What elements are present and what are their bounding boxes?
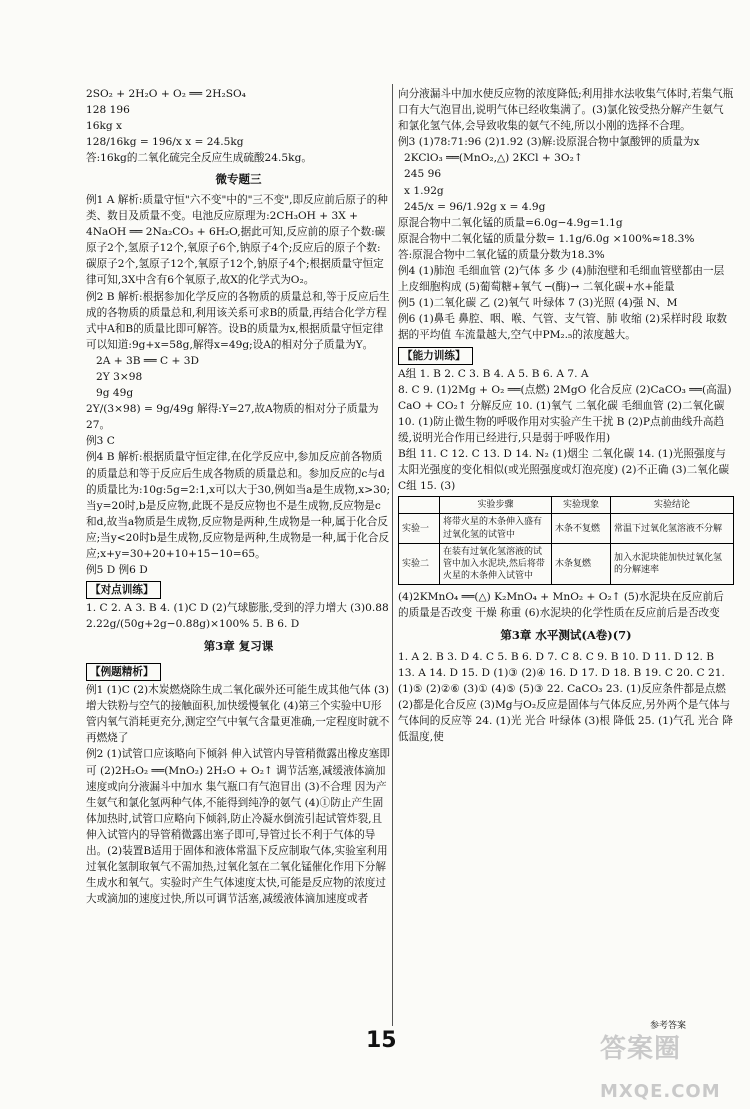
page-number: 15 bbox=[366, 1028, 397, 1053]
equation-line: x 1.92g bbox=[404, 184, 444, 197]
equation-line: 245 96 bbox=[404, 168, 442, 181]
experiment-table bbox=[398, 496, 734, 585]
example-paragraph: 例5 (1)二氧化碳 乙 (2)氧气 叶绿体 7 (3)光照 (4)强 N、M bbox=[398, 297, 678, 310]
example-paragraph: 例4 B 解析:根据质量守恒定律,在化学反应中,参加反应前各物质的质量总和等于反应后生成各物质的质量总和。参加反应的c与d的质量比为:10g:5g=2:1,x可以大于30,例如当a是生成物,x>30;当y=20时,b是反应物,此既不是反应物也不是生成物,反应物是c和d,故当a物质是生成物,反应物是两种,生成物是一种,属于化合反应;当y<20时b是生成物,反应物是两种,生成物是一种,属于化合反应;x+y=30+20+10+15−10=65。 bbox=[86, 451, 391, 560]
column-divider bbox=[392, 84, 393, 1026]
table-row bbox=[399, 514, 734, 543]
table-cell: 加入水泥块能加快过氧化氢的分解速率 bbox=[611, 543, 734, 584]
example-paragraph: 例3 C bbox=[86, 435, 115, 448]
table-cell: 常温下过氧化氢溶液不分解 bbox=[611, 514, 734, 543]
group-answers: B组 11. C 12. C 13. D 14. N₂ (1)烟尘 二氧化碳 14. (1)光照强度与太阳光强度的变化相似(或光照强度或灯泡亮度) (2)不正确 (3)二氧化碳 bbox=[398, 448, 730, 477]
group-answers: A组 1. B 2. C 3. B 4. A 5. B 6. A 7. A bbox=[398, 367, 589, 380]
chapter-title: 第3章 水平测试(A卷)(7) bbox=[500, 628, 632, 643]
group-answers: 8. C 9. (1)2Mg + O₂ ══(点燃) 2MgO 化合反应 (2)CaCO₃ ══(高温) CaO + CO₂↑ 分解反应 10. (1)氧气 二氧化碳 毛细血管 (2)二氧化碳 10. (1)防止微生物的呼吸作用对实验产生干扰 B (2)P点前曲线升高趋缓,说明光合作用已经进行,只是弱于呼吸作用) bbox=[398, 383, 732, 444]
equation-line: 16kg x bbox=[86, 120, 123, 133]
equation-line: 128 196 bbox=[86, 104, 130, 117]
section-title: 微专题三 bbox=[215, 172, 262, 187]
equation-line: 2A + 3B ══ C + 3D bbox=[96, 354, 199, 367]
example-paragraph: 例6 (1)鼻毛 鼻腔、咽、喉、气管、支气管、肺 收缩 (2)采样时段 取数据的平均值 车流量越大,空气中PM₂.₅的浓度越大。 bbox=[398, 313, 728, 342]
exercise-answers: 1. C 2. A 3. B 4. (1)C D (2)气球膨胀,受到的浮力增大 (3)0.88 2.22g/(50g+2g−0.88g)×100% 5. B 6. D bbox=[86, 602, 389, 631]
table-header-row bbox=[399, 497, 734, 514]
table-cell: 在装有过氧化氢溶液的试管中加入水泥块,然后将带火星的木条伸入试管中 bbox=[440, 543, 552, 584]
watermark-logo bbox=[600, 1030, 750, 1109]
table-cell: 实验一 bbox=[399, 514, 440, 543]
example-paragraph: 例1 A 解析:质量守恒"六不变"中的"三不变",即反应前后原子的种类、数目及质量不变。电池反应原理为:2CH₃OH + 3X + 4NaOH ══ 2Na₂CO₃ + 6H₂O,据此可知,反应前的原子个数:碳原子2个,氢原子12个,氧原子6个,钠原子4个;反应后的原子个数:碳原子2个,氢原子12个,氧原子12个,钠原子4个;根据质量守恒定律可知,3X中含有6个氧原子,故X的化学式为O₂。 bbox=[86, 193, 388, 287]
table-cell: 木条复燃 bbox=[552, 543, 611, 584]
example-paragraph: 例2 B 解析:根据参加化学反应的各物质的质量总和,等于反应后生成的各物质的质量总和,利用该关系可求B的质量,再结合化学方程式中A和B的质量比即可解答。设B的质量为x,根据质量守恒定律可以知道:9g+x=58g,解得x=49g;设A的相对分子质量为Y。 bbox=[86, 290, 390, 351]
table-header-cell bbox=[399, 497, 440, 514]
table-cell: 木条不复燃 bbox=[552, 514, 611, 543]
table-header-cell: 实验步骤 bbox=[440, 497, 552, 514]
calc-line: 原混合物中二氧化锰的质量=6.0g−4.9g=1.1g bbox=[398, 216, 623, 229]
calc-line: 原混合物中二氧化锰的质量分数= 1.1g/6.0g ×100%≈18.3% bbox=[398, 232, 695, 245]
right-column bbox=[398, 86, 734, 745]
equation-line: 2SO₂ + 2H₂O + O₂ ══ 2H₂SO₄ bbox=[86, 88, 246, 100]
table-header-cell: 实验结论 bbox=[611, 497, 734, 514]
table-cell: 实验二 bbox=[399, 543, 440, 584]
chapter-title: 第3章 复习课 bbox=[203, 639, 274, 654]
example-paragraph: 例3 (1)78:71:96 (2)1.92 (3)解:设原混合物中氯酸钾的质量为x bbox=[398, 136, 700, 149]
example-paragraph: 例4 (1)肺泡 毛细血管 (2)气体 多 少 (4)肺泡壁和毛细血管壁都由一层上皮细胞构成 (5)葡萄糖+氧气 ─(酶)→ 二氧化碳+水+能量 bbox=[398, 265, 725, 294]
equation-line: 2KClO₃ ══(MnO₂,△) 2KCl + 3O₂↑ bbox=[404, 152, 583, 165]
table-cell: 将带火星的木条伸入盛有过氧化氢的试管中 bbox=[440, 514, 552, 543]
equation-line: 128/16kg = 196/x x = 24.5kg bbox=[86, 136, 244, 149]
example-paragraph: 例1 (1)C (2)木炭燃烧除生成二氧化碳外还可能生成其他气体 (3)增大铁粉与空气的接触面积,加快缓慢氧化 (4)第三个实验中U形管内氧气消耗更充分,测定空气中氧气含量更准确,一定程度时就不再燃烧了 bbox=[86, 684, 390, 745]
equation-line: 2Y 3×98 bbox=[96, 370, 143, 383]
example-paragraph: 向分液漏斗中加水使反应物的浓度降低;利用排水法收集气体时,若集气瓶口有大气泡冒出,说明气体已经收集满了。(3)氯化铵受热分解产生氨气和氯化氢气体,会导致收集的氨气不纯,所以小刚的选择不合理。 bbox=[398, 88, 734, 133]
example-paragraph: 例2 (1)试管口应该略向下倾斜 伸入试管内导管稍微露出橡皮塞即可 (2)2H₂O₂ ══(MnO₂) 2H₂O + O₂↑ 调节活塞,减缓液体滴加速度或向分液漏斗中加水 集气瓶口有气泡冒出 (3)不合理 因为产生氨气和氯化氢两种气体,不能得到纯净的氨气 (4)①防止产生固体加热时,试管口应略向下倾斜,防止冷凝水倒流引起试管炸裂,且伸入试管内的导管稍微露出塞子即可,导管过长不利于气体的导出。(2)装置B适用于固体和液体常温下反应制取气体,实验室利用过氧化氢制取氧气不需加热,过氧化氢在二氧化锰催化作用下分解生成水和氧气。实验时产生气体速度太快,可能是反应物的浓度过大或滴加的速度过快,所以可调节活塞,减缓液体滴加速度或者 bbox=[86, 748, 390, 906]
equation-line: 9g 49g bbox=[96, 387, 134, 400]
example-paragraph: 2Y/(3×98) = 9g/49g 解得:Y=27,故A物质的相对分子质量为27。 bbox=[86, 403, 379, 432]
answer-line: 答:16kg的二氧化硫完全反应生成硫酸24.5kg。 bbox=[86, 152, 312, 165]
example-paragraph: 例5 D 例6 D bbox=[86, 564, 148, 577]
group-answers: C组 15. (3) bbox=[398, 480, 456, 493]
equation-line: 245/x = 96/1.92g x = 4.9g bbox=[404, 200, 546, 213]
section-heading-lipi: 【例题精析】 bbox=[86, 663, 161, 681]
test-answers: 1. A 2. B 3. D 4. C 5. B 6. D 7. C 8. C 9. B 10. D 11. D 12. B 13. A 14. D 15. D (1)③ (2)④ 16. D 17. D 18. B 19. C 20. C 21. (1)⑤ (2)②⑥ (3)① (4)⑤ (5)③ 22. CaCO₃ 23. (1)反应条件都是点燃 (2)都是化合反应 (3)Mg与O₂反应是固体与气体反应,另外两个是气体与气体间的反应等 24. (1)光 光合 叶绿体 (3)根 降低 25. (1)气孔 光合 降低温度,使 bbox=[398, 650, 733, 744]
section-heading-nengli: 【能力训练】 bbox=[398, 347, 473, 365]
table-header-cell: 实验现象 bbox=[552, 497, 611, 514]
watermark-text: 答案圈 bbox=[600, 1034, 682, 1064]
watermark-url: MXQE.COM bbox=[600, 1080, 721, 1102]
corner-label: 参考答案 bbox=[650, 1021, 687, 1031]
table-row bbox=[399, 543, 734, 584]
example-paragraph: (4)2KMnO₄ ══(△) K₂MnO₄ + MnO₂ + O₂↑ (5)水泥块在反应前后的质量是否改变 干燥 称重 (6)水泥块的化学性质在反应前后是否改变 bbox=[398, 591, 724, 620]
left-column bbox=[86, 86, 391, 907]
section-heading-duidian: 【对点训练】 bbox=[86, 581, 161, 599]
answer-line: 答:原混合物中二氧化锰的质量分数为18.3% bbox=[398, 248, 605, 261]
